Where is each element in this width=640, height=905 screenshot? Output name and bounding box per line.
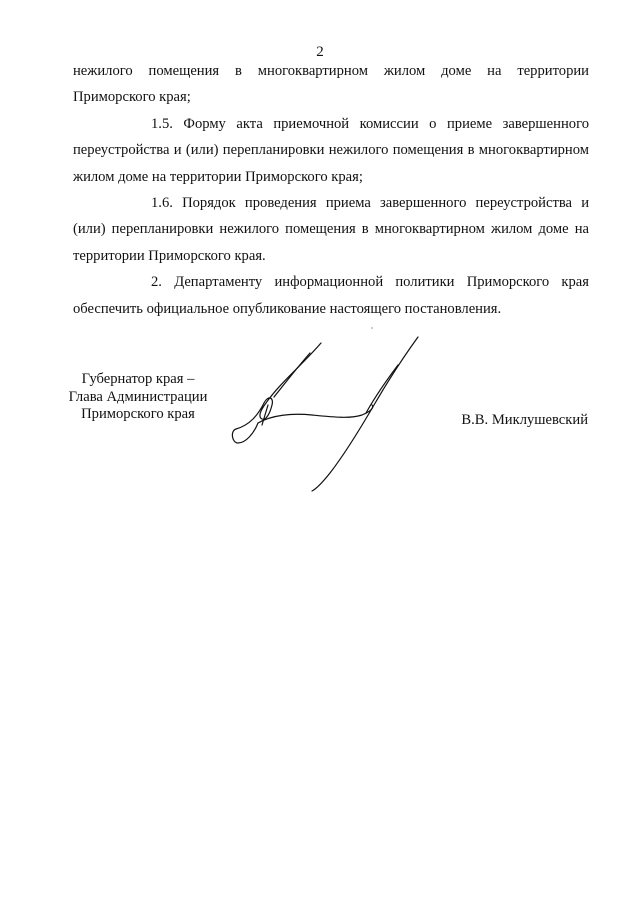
paragraph-1-5 xyxy=(73,111,589,190)
paragraph-continuation xyxy=(73,58,589,111)
paragraph-text: Порядок проведения приема завершенного переустройства и (или) перепланировки нежилого помещения в многоквартирном жилом доме на территории Приморского края. xyxy=(73,195,590,264)
title-line-head: Глава Администрации xyxy=(68,388,208,405)
signatory-name: В.В. Миклушевский xyxy=(461,412,588,428)
title-line-region: Приморского края xyxy=(81,406,195,422)
paragraph-number: 2. xyxy=(151,274,162,291)
document-body xyxy=(73,58,589,322)
paragraph-text: нежилого помещения в многоквартирном жилом доме на территории Приморского края; xyxy=(73,63,589,106)
paragraph-2 xyxy=(73,269,589,322)
paragraph-text: Форму акта приемочной комиссии о приеме завершенного переустройства и (или) перепланировки нежилого помещения в многоквартирном жилом доме на территории Приморского края; xyxy=(73,115,589,185)
paragraph-1-6 xyxy=(73,190,589,269)
signature-title-block xyxy=(55,371,221,424)
paragraph-number: 1.6. xyxy=(151,195,173,212)
paragraph-text: Департаменту информационной политики Приморского края обеспечить официальное опубликование настоящего постановления. xyxy=(73,274,590,317)
page-number: 2 xyxy=(316,44,324,60)
handwritten-signature xyxy=(222,335,444,495)
scan-speck xyxy=(371,327,373,329)
paragraph-number: 1.5. xyxy=(151,115,173,132)
title-line-governor: Губернатор края – xyxy=(81,371,195,387)
